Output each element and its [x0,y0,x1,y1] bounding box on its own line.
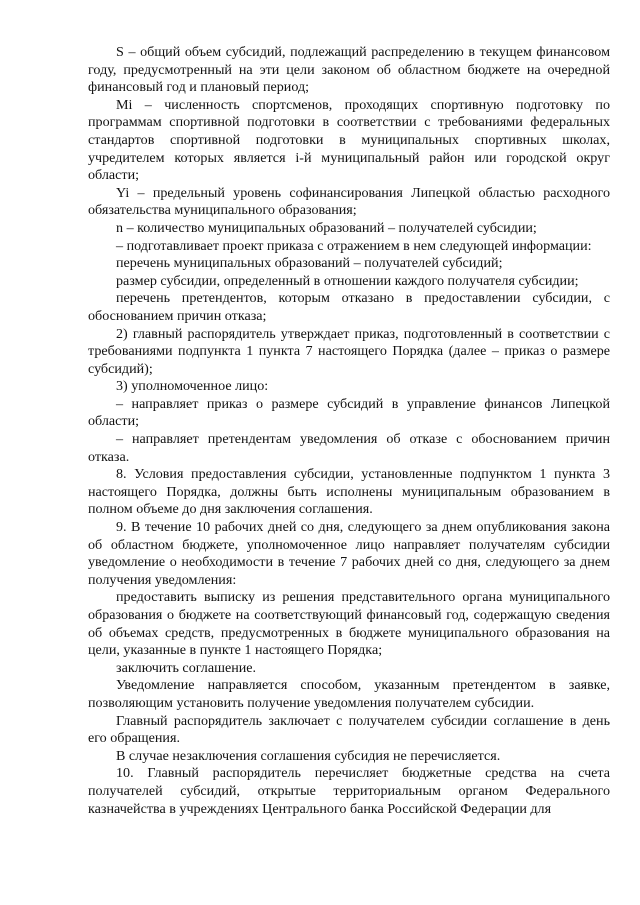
paragraph: предоставить выписку из решения представительного органа муниципального образования о бюджете на соответствующий финансовый год, содержащую сведения об объемах средств, предусмотренных в бюджете муниципального образования на цели, указанные в пункте 1 настоящего Порядка; [88,589,610,659]
paragraph: 9. В течение 10 рабочих дней со дня, следующего за днем опубликования закона об областном бюджете, уполномоченное лицо направляет получателям субсидии уведомление о необходимости в течение 7 рабочих дней со дня, следующего за днем получения уведомления: [88,519,610,588]
paragraph: – направляет претендентам уведомления об отказе с обоснованием причин отказа. [88,431,610,465]
paragraph: В случае незаключения соглашения субсидия не перечисляется. [116,747,501,764]
paragraph: n – количество муниципальных образований – получателей субсидии; [116,219,537,236]
paragraph: заключить соглашение. [116,659,257,676]
paragraph: 3) уполномоченное лицо: [116,378,269,395]
paragraph: – подготавливает проект приказа с отражением в нем следующей информации: [116,237,592,254]
paragraph: Главный распорядитель заключает с получателем субсидии соглашение в день его обращения. [88,712,610,747]
paragraph: перечень муниципальных образований – получателей субсидий; [116,255,503,272]
paragraph: перечень претендентов, которым отказано в предоставлении субсидии, с обоснованием причин отказа; [88,290,610,324]
paragraph: – направляет приказ о размере субсидий в управление финансов Липецкой области; [88,395,610,430]
paragraph: 2) главный распорядитель утверждает приказ, подготовленный в соответствии с требованиями подпункта 1 пункта 7 настоящего Порядка (далее – приказ о размере субсидий); [88,325,610,377]
paragraph: 8. Условия предоставления субсидии, установленные подпунктом 1 пункта 3 настоящего Порядка, должны быть исполнены муниципальным образованием в полном объеме до дня заключения соглашения. [88,466,610,518]
paragraph: 10. Главный распорядитель перечисляет бюджетные средства на счета получателей субсидий, открытые территориальным органом Федерального казначейства в учреждениях Центрального банка Российской Федерации для [88,765,610,817]
paragraph: Mi – численность спортсменов, проходящих спортивную подготовку по программам спортивной подготовки в соответствии с требованиями федеральных стандартов спортивной подготовки в муниципальных спортивных школах, учредителем которых является i-й муниципальный район или городской округ области; [88,96,610,184]
paragraph: Уведомление направляется способом, указанным претендентом в заявке, позволяющим установить получение уведомления получателем субсидии. [88,677,610,711]
paragraph: размер субсидии, определенный в отношении каждого получателя субсидии; [116,272,579,289]
paragraph: S – общий объем субсидий, подлежащий распределению в текущем финансовом году, предусмотренный на эти цели законом об областном бюджете на очередной финансовый год и плановый период; [88,44,610,96]
paragraph: Yi – предельный уровень софинансирования Липецкой областью расходного обязательства муниципального образования; [88,184,610,219]
